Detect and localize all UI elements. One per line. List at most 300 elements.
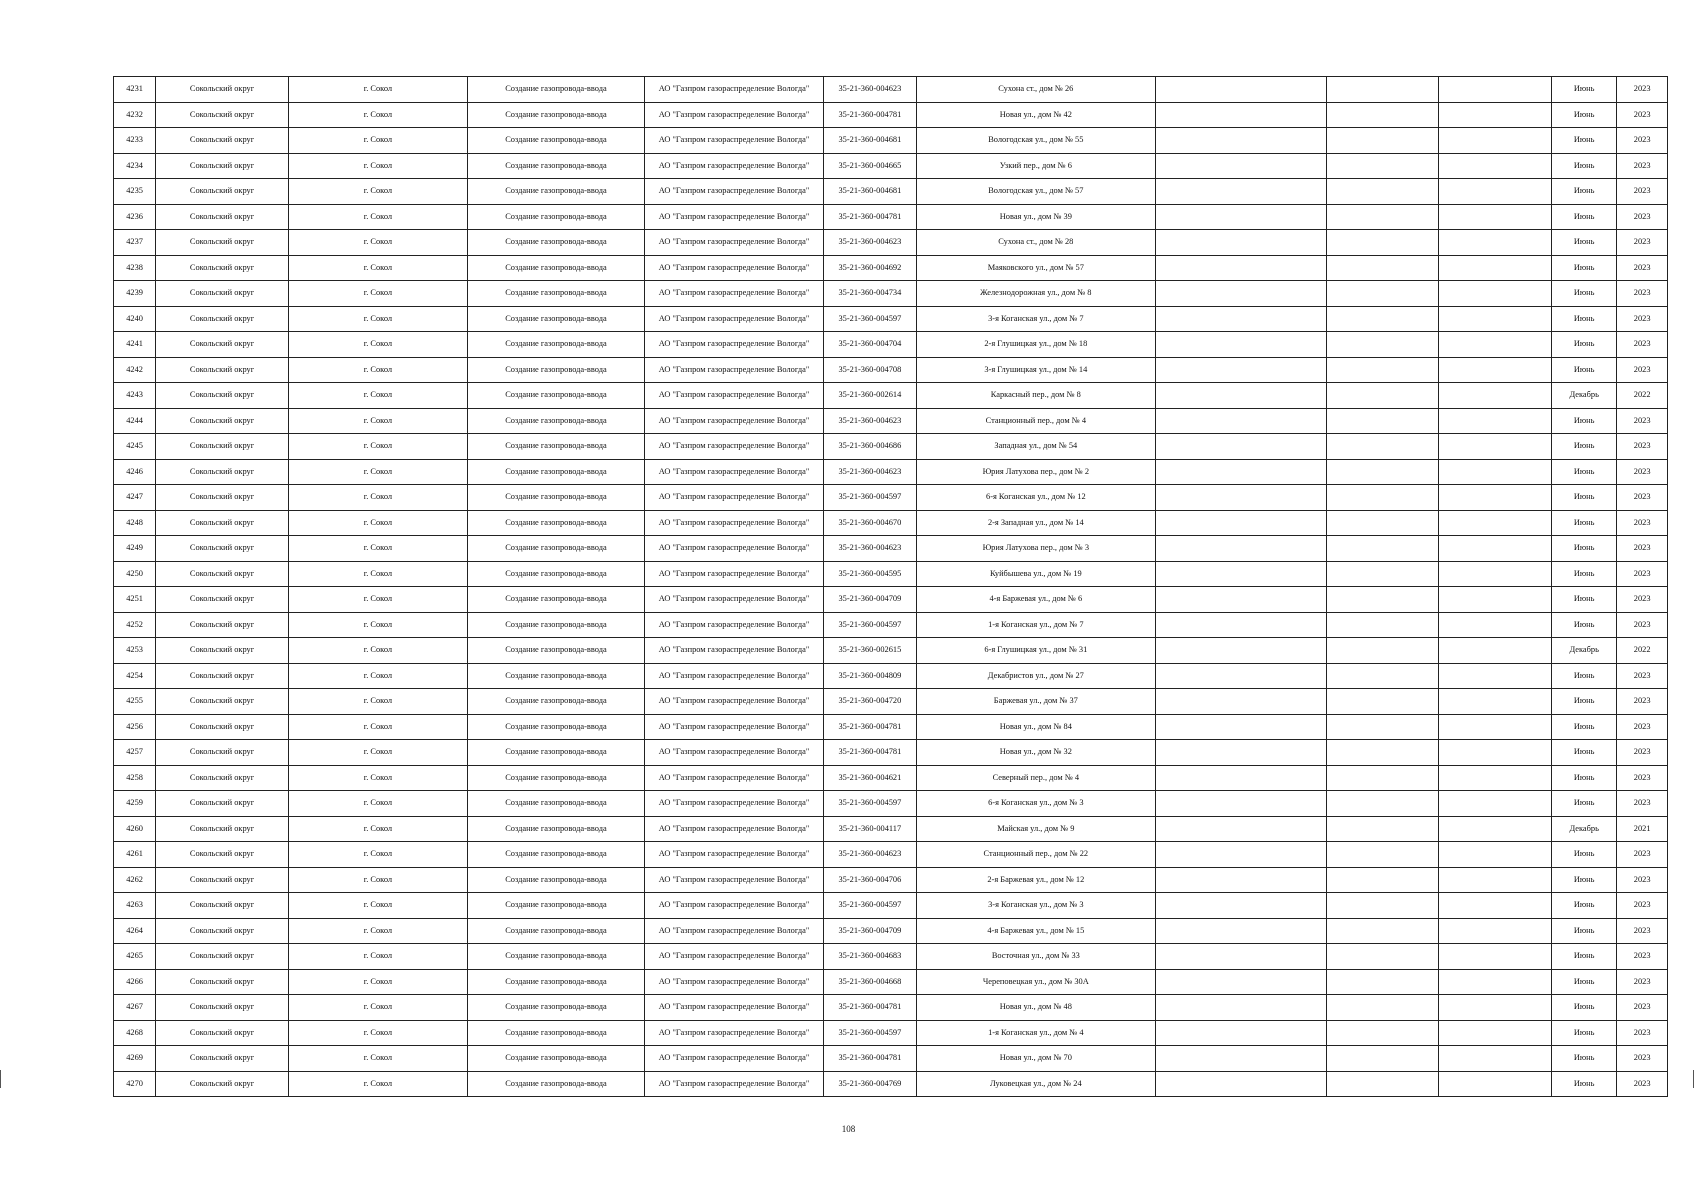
district-cell: Сокольский округ: [156, 459, 289, 485]
empty-cell-2: [1326, 459, 1439, 485]
month-cell: Июнь: [1552, 587, 1617, 613]
district-cell: Сокольский округ: [156, 587, 289, 613]
month-cell: Июнь: [1552, 306, 1617, 332]
month-cell: Декабрь: [1552, 383, 1617, 409]
city-cell: г. Сокол: [288, 434, 467, 460]
city-cell: г. Сокол: [288, 306, 467, 332]
city-cell: г. Сокол: [288, 536, 467, 562]
district-cell: Сокольский округ: [156, 153, 289, 179]
work-type-cell: Создание газопровода-ввода: [467, 944, 644, 970]
cadastral-code-cell: 35-21-360-004769: [824, 1071, 917, 1097]
organization-cell: АО "Газпром газораспределение Вологда": [644, 1046, 823, 1072]
address-cell: Станционный пер., дом № 4: [916, 408, 1155, 434]
table-row: [114, 689, 1668, 715]
work-type-cell: Создание газопровода-ввода: [467, 536, 644, 562]
cadastral-code-cell: 35-21-360-004623: [824, 77, 917, 103]
table-row: [114, 765, 1668, 791]
district-cell: Сокольский округ: [156, 408, 289, 434]
district-cell: Сокольский округ: [156, 561, 289, 587]
city-cell: г. Сокол: [288, 944, 467, 970]
work-type-cell: Создание газопровода-ввода: [467, 1046, 644, 1072]
table-row: [114, 1071, 1668, 1097]
organization-cell: АО "Газпром газораспределение Вологда": [644, 842, 823, 868]
work-type-cell: Создание газопровода-ввода: [467, 102, 644, 128]
cadastral-code-cell: 35-21-360-004709: [824, 918, 917, 944]
work-type-cell: Создание газопровода-ввода: [467, 179, 644, 205]
address-cell: 6-я Коганская ул., дом № 12: [916, 485, 1155, 511]
cadastral-code-cell: 35-21-360-004597: [824, 791, 917, 817]
organization-cell: АО "Газпром газораспределение Вологда": [644, 612, 823, 638]
month-cell: Июнь: [1552, 1020, 1617, 1046]
empty-cell-2: [1326, 638, 1439, 664]
city-cell: г. Сокол: [288, 765, 467, 791]
cadastral-code-cell: 35-21-360-004623: [824, 842, 917, 868]
work-type-cell: Создание газопровода-ввода: [467, 1020, 644, 1046]
organization-cell: АО "Газпром газораспределение Вологда": [644, 332, 823, 358]
year-cell: 2023: [1617, 740, 1668, 766]
row-number: 4233: [114, 128, 156, 154]
cadastral-code-cell: 35-21-360-004597: [824, 612, 917, 638]
month-cell: Июнь: [1552, 153, 1617, 179]
district-cell: Сокольский округ: [156, 179, 289, 205]
address-cell: Новая ул., дом № 39: [916, 204, 1155, 230]
cadastral-code-cell: 35-21-360-004704: [824, 332, 917, 358]
work-type-cell: Создание газопровода-ввода: [467, 281, 644, 307]
address-cell: 3-я Глушицкая ул., дом № 14: [916, 357, 1155, 383]
empty-cell-1: [1155, 791, 1326, 817]
work-type-cell: Создание газопровода-ввода: [467, 612, 644, 638]
empty-cell-1: [1155, 765, 1326, 791]
work-type-cell: Создание газопровода-ввода: [467, 230, 644, 256]
empty-cell-1: [1155, 740, 1326, 766]
empty-cell-1: [1155, 459, 1326, 485]
organization-cell: АО "Газпром газораспределение Вологда": [644, 765, 823, 791]
city-cell: г. Сокол: [288, 893, 467, 919]
year-cell: 2023: [1617, 459, 1668, 485]
row-number: 4236: [114, 204, 156, 230]
year-cell: 2023: [1617, 357, 1668, 383]
organization-cell: АО "Газпром газораспределение Вологда": [644, 638, 823, 664]
month-cell: Июнь: [1552, 204, 1617, 230]
table-row: [114, 740, 1668, 766]
empty-cell-3: [1439, 306, 1552, 332]
city-cell: г. Сокол: [288, 77, 467, 103]
month-cell: Июнь: [1552, 969, 1617, 995]
organization-cell: АО "Газпром газораспределение Вологда": [644, 77, 823, 103]
city-cell: г. Сокол: [288, 587, 467, 613]
address-cell: Новая ул., дом № 32: [916, 740, 1155, 766]
organization-cell: АО "Газпром газораспределение Вологда": [644, 102, 823, 128]
city-cell: г. Сокол: [288, 128, 467, 154]
empty-cell-1: [1155, 969, 1326, 995]
year-cell: 2023: [1617, 281, 1668, 307]
table-row: [114, 612, 1668, 638]
year-cell: 2023: [1617, 765, 1668, 791]
month-cell: Июнь: [1552, 255, 1617, 281]
address-cell: Новая ул., дом № 42: [916, 102, 1155, 128]
month-cell: Июнь: [1552, 332, 1617, 358]
table-row: [114, 867, 1668, 893]
city-cell: г. Сокол: [288, 1071, 467, 1097]
cadastral-code-cell: 35-21-360-004597: [824, 306, 917, 332]
empty-cell-1: [1155, 714, 1326, 740]
city-cell: г. Сокол: [288, 561, 467, 587]
district-cell: Сокольский округ: [156, 383, 289, 409]
empty-cell-3: [1439, 434, 1552, 460]
register-table-body: [114, 77, 1668, 1097]
empty-cell-2: [1326, 153, 1439, 179]
cadastral-code-cell: 35-21-360-004781: [824, 102, 917, 128]
empty-cell-2: [1326, 842, 1439, 868]
year-cell: 2023: [1617, 204, 1668, 230]
address-cell: 1-я Коганская ул., дом № 7: [916, 612, 1155, 638]
address-cell: 3-я Коганская ул., дом № 7: [916, 306, 1155, 332]
year-cell: 2023: [1617, 714, 1668, 740]
address-cell: Новая ул., дом № 84: [916, 714, 1155, 740]
organization-cell: АО "Газпром газораспределение Вологда": [644, 459, 823, 485]
empty-cell-3: [1439, 204, 1552, 230]
district-cell: Сокольский округ: [156, 230, 289, 256]
table-row: [114, 332, 1668, 358]
empty-cell-3: [1439, 893, 1552, 919]
empty-cell-1: [1155, 612, 1326, 638]
table-row: [114, 357, 1668, 383]
table-row: [114, 459, 1668, 485]
district-cell: Сокольский округ: [156, 332, 289, 358]
empty-cell-2: [1326, 689, 1439, 715]
empty-cell-1: [1155, 995, 1326, 1021]
cadastral-code-cell: 35-21-360-004709: [824, 587, 917, 613]
address-cell: Юрия Латухова пер., дом № 3: [916, 536, 1155, 562]
address-cell: 6-я Коганская ул., дом № 3: [916, 791, 1155, 817]
cadastral-code-cell: 35-21-360-004623: [824, 459, 917, 485]
work-type-cell: Создание газопровода-ввода: [467, 663, 644, 689]
city-cell: г. Сокол: [288, 689, 467, 715]
row-number: 4257: [114, 740, 156, 766]
district-cell: Сокольский округ: [156, 536, 289, 562]
cadastral-code-cell: 35-21-360-004670: [824, 510, 917, 536]
city-cell: г. Сокол: [288, 791, 467, 817]
work-type-cell: Создание газопровода-ввода: [467, 867, 644, 893]
empty-cell-2: [1326, 510, 1439, 536]
row-number: 4248: [114, 510, 156, 536]
city-cell: г. Сокол: [288, 408, 467, 434]
empty-cell-3: [1439, 587, 1552, 613]
cadastral-code-cell: 35-21-360-004597: [824, 1020, 917, 1046]
empty-cell-1: [1155, 842, 1326, 868]
empty-cell-2: [1326, 434, 1439, 460]
work-type-cell: Создание газопровода-ввода: [467, 383, 644, 409]
row-number: 4239: [114, 281, 156, 307]
work-type-cell: Создание газопровода-ввода: [467, 918, 644, 944]
address-cell: 2-я Западная ул., дом № 14: [916, 510, 1155, 536]
address-cell: 4-я Баржевая ул., дом № 6: [916, 587, 1155, 613]
row-number: 4267: [114, 995, 156, 1021]
year-cell: 2023: [1617, 944, 1668, 970]
empty-cell-1: [1155, 153, 1326, 179]
cadastral-code-cell: 35-21-360-004681: [824, 179, 917, 205]
empty-cell-3: [1439, 408, 1552, 434]
city-cell: г. Сокол: [288, 230, 467, 256]
empty-cell-1: [1155, 561, 1326, 587]
address-cell: Вологодская ул., дом № 57: [916, 179, 1155, 205]
month-cell: Июнь: [1552, 561, 1617, 587]
table-row: [114, 918, 1668, 944]
cadastral-code-cell: 35-21-360-004597: [824, 893, 917, 919]
year-cell: 2023: [1617, 536, 1668, 562]
city-cell: г. Сокол: [288, 918, 467, 944]
year-cell: 2023: [1617, 587, 1668, 613]
year-cell: 2023: [1617, 255, 1668, 281]
district-cell: Сокольский округ: [156, 255, 289, 281]
year-cell: 2023: [1617, 510, 1668, 536]
empty-cell-2: [1326, 357, 1439, 383]
city-cell: г. Сокол: [288, 383, 467, 409]
month-cell: Июнь: [1552, 230, 1617, 256]
work-type-cell: Создание газопровода-ввода: [467, 459, 644, 485]
work-type-cell: Создание газопровода-ввода: [467, 510, 644, 536]
empty-cell-2: [1326, 867, 1439, 893]
organization-cell: АО "Газпром газораспределение Вологда": [644, 153, 823, 179]
year-cell: 2023: [1617, 689, 1668, 715]
month-cell: Июнь: [1552, 612, 1617, 638]
empty-cell-3: [1439, 995, 1552, 1021]
organization-cell: АО "Газпром газораспределение Вологда": [644, 255, 823, 281]
empty-cell-2: [1326, 306, 1439, 332]
empty-cell-2: [1326, 179, 1439, 205]
empty-cell-2: [1326, 204, 1439, 230]
cadastral-code-cell: 35-21-360-004809: [824, 663, 917, 689]
empty-cell-3: [1439, 816, 1552, 842]
row-number: 4270: [114, 1071, 156, 1097]
table-row: [114, 714, 1668, 740]
district-cell: Сокольский округ: [156, 612, 289, 638]
month-cell: Июнь: [1552, 867, 1617, 893]
year-cell: 2023: [1617, 791, 1668, 817]
empty-cell-1: [1155, 663, 1326, 689]
organization-cell: АО "Газпром газораспределение Вологда": [644, 791, 823, 817]
district-cell: Сокольский округ: [156, 689, 289, 715]
row-number: 4255: [114, 689, 156, 715]
cadastral-code-cell: 35-21-360-004683: [824, 944, 917, 970]
empty-cell-2: [1326, 663, 1439, 689]
organization-cell: АО "Газпром газораспределение Вологда": [644, 204, 823, 230]
empty-cell-3: [1439, 638, 1552, 664]
year-cell: 2023: [1617, 969, 1668, 995]
year-cell: 2023: [1617, 561, 1668, 587]
table-row: [114, 1020, 1668, 1046]
row-number: 4251: [114, 587, 156, 613]
empty-cell-3: [1439, 867, 1552, 893]
month-cell: Июнь: [1552, 281, 1617, 307]
work-type-cell: Создание газопровода-ввода: [467, 638, 644, 664]
organization-cell: АО "Газпром газораспределение Вологда": [644, 281, 823, 307]
district-cell: Сокольский округ: [156, 816, 289, 842]
empty-cell-3: [1439, 459, 1552, 485]
organization-cell: АО "Газпром газораспределение Вологда": [644, 689, 823, 715]
empty-cell-3: [1439, 918, 1552, 944]
row-number: 4234: [114, 153, 156, 179]
empty-cell-3: [1439, 281, 1552, 307]
organization-cell: АО "Газпром газораспределение Вологда": [644, 383, 823, 409]
month-cell: Июнь: [1552, 408, 1617, 434]
empty-cell-3: [1439, 969, 1552, 995]
month-cell: Июнь: [1552, 179, 1617, 205]
empty-cell-2: [1326, 102, 1439, 128]
empty-cell-3: [1439, 740, 1552, 766]
month-cell: Июнь: [1552, 714, 1617, 740]
year-cell: 2023: [1617, 842, 1668, 868]
month-cell: Декабрь: [1552, 816, 1617, 842]
work-type-cell: Создание газопровода-ввода: [467, 77, 644, 103]
organization-cell: АО "Газпром газораспределение Вологда": [644, 1020, 823, 1046]
cadastral-code-cell: 35-21-360-004623: [824, 408, 917, 434]
row-number: 4235: [114, 179, 156, 205]
empty-cell-2: [1326, 332, 1439, 358]
left-edge-mark: [0, 1070, 1, 1088]
address-cell: Куйбышева ул., дом № 19: [916, 561, 1155, 587]
address-cell: Железнодорожная ул., дом № 8: [916, 281, 1155, 307]
district-cell: Сокольский округ: [156, 1071, 289, 1097]
district-cell: Сокольский округ: [156, 281, 289, 307]
work-type-cell: Создание газопровода-ввода: [467, 791, 644, 817]
cadastral-code-cell: 35-21-360-004734: [824, 281, 917, 307]
row-number: 4254: [114, 663, 156, 689]
row-number: 4232: [114, 102, 156, 128]
empty-cell-3: [1439, 1071, 1552, 1097]
empty-cell-3: [1439, 102, 1552, 128]
register-table: [113, 76, 1668, 1097]
empty-cell-2: [1326, 765, 1439, 791]
empty-cell-2: [1326, 281, 1439, 307]
organization-cell: АО "Газпром газораспределение Вологда": [644, 306, 823, 332]
empty-cell-3: [1439, 153, 1552, 179]
row-number: 4264: [114, 918, 156, 944]
cadastral-code-cell: 35-21-360-004706: [824, 867, 917, 893]
empty-cell-1: [1155, 332, 1326, 358]
district-cell: Сокольский округ: [156, 791, 289, 817]
organization-cell: АО "Газпром газораспределение Вологда": [644, 816, 823, 842]
city-cell: г. Сокол: [288, 102, 467, 128]
empty-cell-1: [1155, 77, 1326, 103]
city-cell: г. Сокол: [288, 714, 467, 740]
organization-cell: АО "Газпром газораспределение Вологда": [644, 918, 823, 944]
month-cell: Июнь: [1552, 944, 1617, 970]
empty-cell-1: [1155, 408, 1326, 434]
work-type-cell: Создание газопровода-ввода: [467, 255, 644, 281]
row-number: 4253: [114, 638, 156, 664]
work-type-cell: Создание газопровода-ввода: [467, 689, 644, 715]
district-cell: Сокольский округ: [156, 638, 289, 664]
table-row: [114, 816, 1668, 842]
month-cell: Декабрь: [1552, 638, 1617, 664]
city-cell: г. Сокол: [288, 638, 467, 664]
month-cell: Июнь: [1552, 434, 1617, 460]
row-number: 4249: [114, 536, 156, 562]
table-row: [114, 510, 1668, 536]
organization-cell: АО "Газпром газораспределение Вологда": [644, 663, 823, 689]
organization-cell: АО "Газпром газораспределение Вологда": [644, 714, 823, 740]
district-cell: Сокольский округ: [156, 995, 289, 1021]
district-cell: Сокольский округ: [156, 357, 289, 383]
row-number: 4244: [114, 408, 156, 434]
empty-cell-1: [1155, 306, 1326, 332]
city-cell: г. Сокол: [288, 357, 467, 383]
address-cell: Маяковского ул., дом № 57: [916, 255, 1155, 281]
organization-cell: АО "Газпром газораспределение Вологда": [644, 740, 823, 766]
city-cell: г. Сокол: [288, 332, 467, 358]
empty-cell-2: [1326, 77, 1439, 103]
month-cell: Июнь: [1552, 102, 1617, 128]
city-cell: г. Сокол: [288, 204, 467, 230]
row-number: 4266: [114, 969, 156, 995]
empty-cell-2: [1326, 1071, 1439, 1097]
table-row: [114, 1046, 1668, 1072]
row-number: 4243: [114, 383, 156, 409]
city-cell: г. Сокол: [288, 663, 467, 689]
month-cell: Июнь: [1552, 1046, 1617, 1072]
year-cell: 2023: [1617, 153, 1668, 179]
row-number: 4241: [114, 332, 156, 358]
month-cell: Июнь: [1552, 893, 1617, 919]
district-cell: Сокольский округ: [156, 128, 289, 154]
row-number: 4260: [114, 816, 156, 842]
year-cell: 2023: [1617, 663, 1668, 689]
month-cell: Июнь: [1552, 128, 1617, 154]
year-cell: 2023: [1617, 1071, 1668, 1097]
organization-cell: АО "Газпром газораспределение Вологда": [644, 893, 823, 919]
organization-cell: АО "Газпром газораспределение Вологда": [644, 995, 823, 1021]
year-cell: 2023: [1617, 434, 1668, 460]
row-number: 4237: [114, 230, 156, 256]
empty-cell-3: [1439, 765, 1552, 791]
row-number: 4261: [114, 842, 156, 868]
empty-cell-1: [1155, 536, 1326, 562]
row-number: 4247: [114, 485, 156, 511]
table-row: [114, 638, 1668, 664]
address-cell: Майская ул., дом № 9: [916, 816, 1155, 842]
year-cell: 2023: [1617, 867, 1668, 893]
row-number: 4265: [114, 944, 156, 970]
work-type-cell: Создание газопровода-ввода: [467, 357, 644, 383]
cadastral-code-cell: 35-21-360-004623: [824, 536, 917, 562]
empty-cell-3: [1439, 179, 1552, 205]
empty-cell-1: [1155, 179, 1326, 205]
empty-cell-2: [1326, 536, 1439, 562]
city-cell: г. Сокол: [288, 1046, 467, 1072]
empty-cell-3: [1439, 510, 1552, 536]
cadastral-code-cell: 35-21-360-002615: [824, 638, 917, 664]
empty-cell-2: [1326, 816, 1439, 842]
address-cell: Юрия Латухова пер., дом № 2: [916, 459, 1155, 485]
table-row: [114, 995, 1668, 1021]
address-cell: Северный пер., дом № 4: [916, 765, 1155, 791]
month-cell: Июнь: [1552, 791, 1617, 817]
year-cell: 2023: [1617, 893, 1668, 919]
cadastral-code-cell: 35-21-360-004117: [824, 816, 917, 842]
year-cell: 2021: [1617, 816, 1668, 842]
empty-cell-2: [1326, 255, 1439, 281]
year-cell: 2023: [1617, 408, 1668, 434]
empty-cell-2: [1326, 995, 1439, 1021]
empty-cell-1: [1155, 485, 1326, 511]
cadastral-code-cell: 35-21-360-004681: [824, 128, 917, 154]
year-cell: 2023: [1617, 230, 1668, 256]
year-cell: 2023: [1617, 485, 1668, 511]
empty-cell-3: [1439, 689, 1552, 715]
district-cell: Сокольский округ: [156, 765, 289, 791]
organization-cell: АО "Газпром газораспределение Вологда": [644, 434, 823, 460]
